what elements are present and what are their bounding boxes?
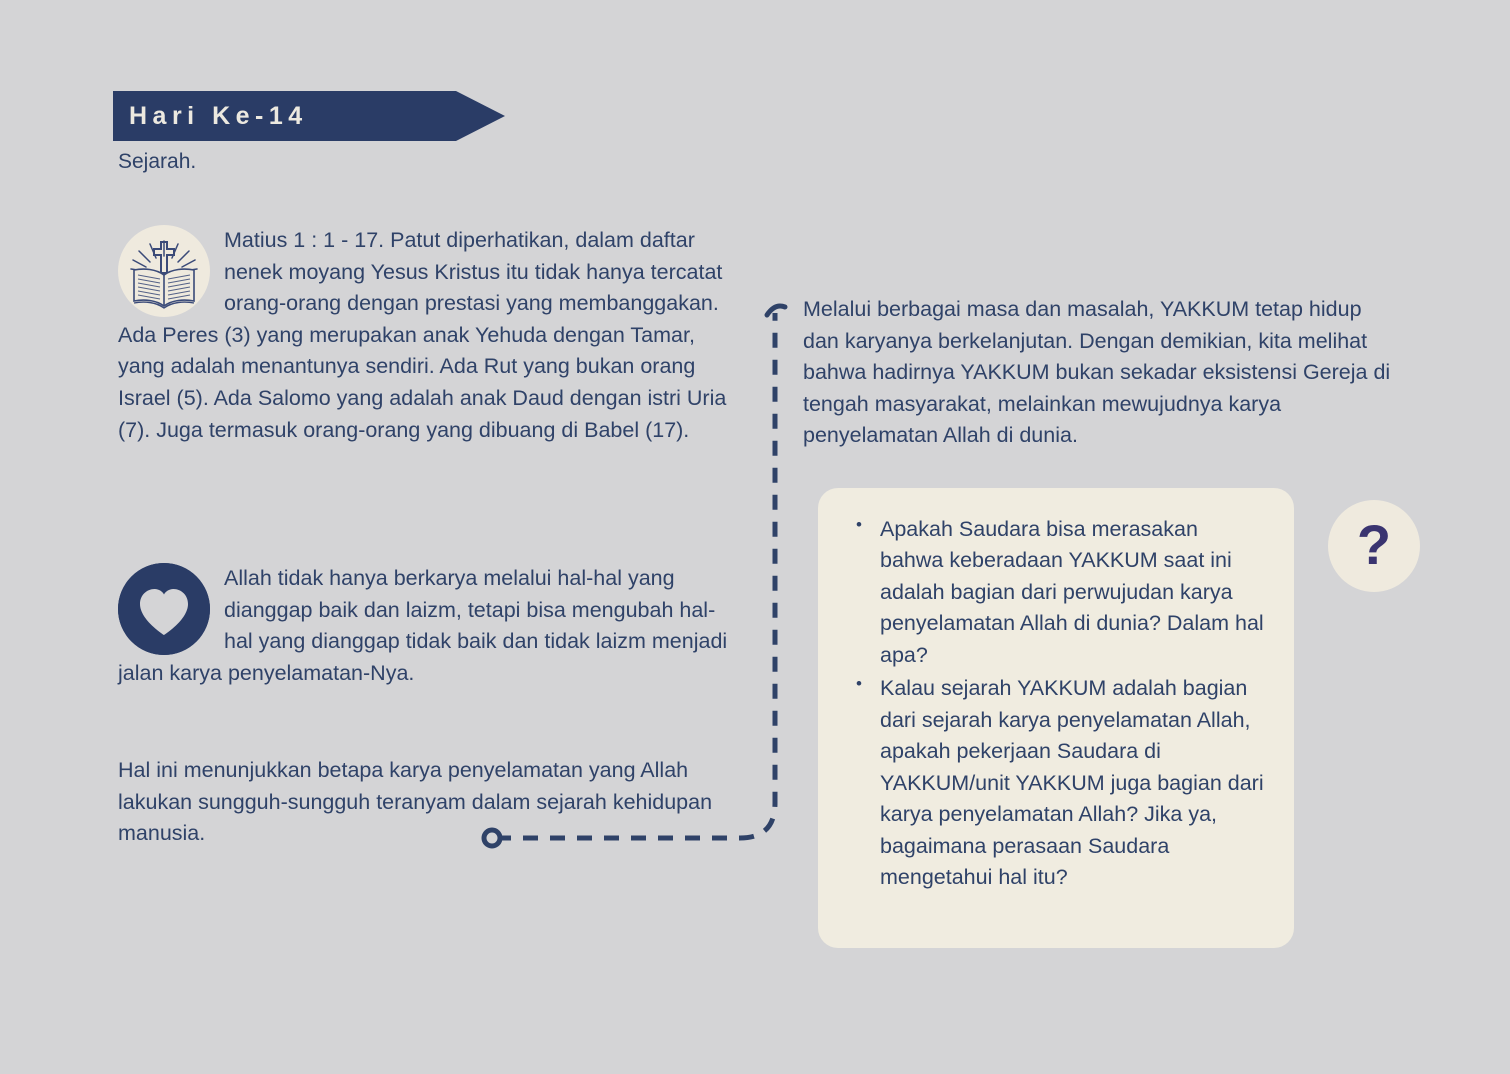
day-banner <box>113 91 513 141</box>
right-intro-paragraph: Melalui berbagai masa dan masalah, YAKKUM tetap hidup dan karyanya berkelanjutan. Dengan demikian, kita melihat bahwa hadirnya YAKKUM bukan sekadar eksistensi Gereja di tengah masyarakat, melainkan mewujudnya karya penyelamatan Allah di dunia. <box>803 297 1391 448</box>
question-list <box>848 514 1264 894</box>
section-subtitle: Sejarah. <box>118 150 197 173</box>
left-content-block-reflection <box>118 563 733 689</box>
left-content-block-scripture <box>118 225 733 446</box>
scripture-paragraph: Matius 1 : 1 - 17. Patut diperhatikan, dalam daftar nenek moyang Yesus Kristus itu tidak hanya tercatat orang-orang dengan prestasi yang membanggakan. <box>224 228 723 316</box>
heart-icon <box>118 563 210 655</box>
banner-label: Hari Ke-14 <box>129 102 308 130</box>
genealogy-paragraph: Ada Peres (3) yang merupakan anak Yehuda dengan Tamar, yang adalah menantunya sendiri. Ada Rut yang bukan orang Israel (5). Ada Salomo yang adalah anak Daud dengan istri Uria (7). Juga termasuk orang-orang yang dibuang di Babel (17). <box>118 322 727 442</box>
question-card <box>818 488 1294 948</box>
question-mark-badge <box>1328 500 1420 592</box>
list-item: • Apakah Saudara bisa merasakan bahwa keberadaan YAKKUM saat ini adalah bagian dari perwujudan karya penyelamatan Allah di dunia? Dalam hal apa? <box>880 514 1264 671</box>
closing-paragraph: Hal ini menunjukkan betapa karya penyelamatan yang Allah lakukan sungguh-sungguh teranyam dalam sejarah kehidupan manusia. <box>118 758 713 846</box>
open-bible-with-cross-icon <box>118 225 210 317</box>
reflection-paragraph: Allah tidak hanya berkarya melalui hal-hal yang dianggap baik dan laizm, tetapi bisa mengubah hal-hal yang dianggap tidak baik dan tidak laizm menjadi jalan karya penyelamatan-Nya. <box>118 566 728 685</box>
list-item: • Kalau sejarah YAKKUM adalah bagian dari sejarah karya penyelamatan Allah, apakah pekerjaan Saudara di YAKKUM/unit YAKKUM juga bagian dari karya penyelamatan Allah? Jika ya, bagaimana perasaan Saudara mengetahui hal itu? <box>880 673 1264 893</box>
question-mark-glyph: ? <box>1356 513 1392 576</box>
